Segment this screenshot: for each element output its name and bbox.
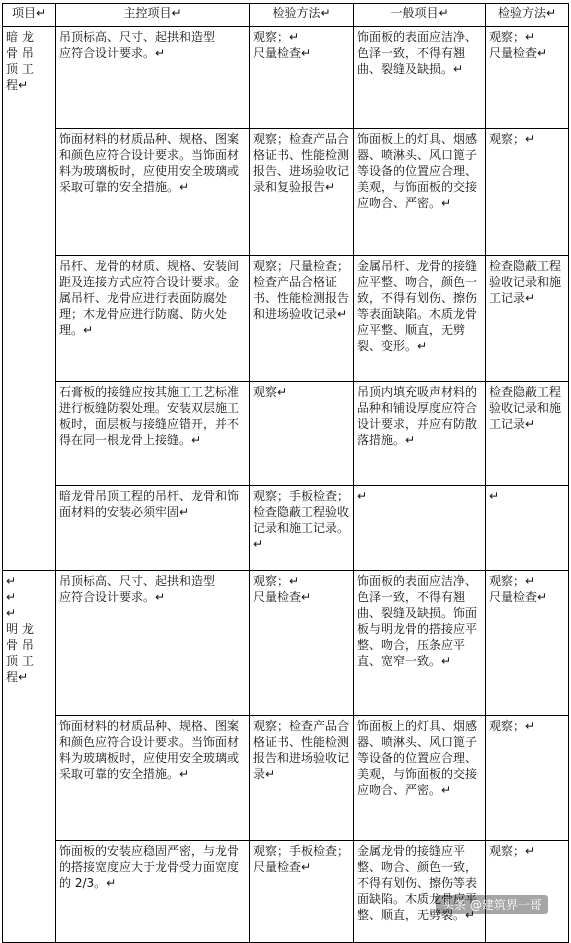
- method-cell: 观察；检查产品合格证书、性能检测报告和进场验收记录↵: [250, 716, 354, 841]
- main-item-cell: 吊顶标高、尺寸、起拱和造型 应符合设计要求。↵: [56, 571, 250, 716]
- method-cell: 观察；↵ 尺量检查↵: [486, 27, 569, 129]
- method-cell: 检查隐蔽工程验收记录和施工记录↵: [486, 256, 569, 382]
- method-cell: 观察；↵: [486, 129, 569, 256]
- main-item-cell: 吊顶标高、尺寸、起拱和造型 应符合设计要求。↵: [56, 27, 250, 129]
- method-cell: 观察；↵ 尺量检查↵: [250, 27, 354, 129]
- watermark: 头条 @建筑界一哥: [436, 895, 548, 914]
- main-item-cell: 饰面材料的材质品种、规格、图案和颜色应符合设计要求。当饰面材料为玻璃板时，应使用安全玻璃或采取可靠的安全措施。↵: [56, 716, 250, 841]
- main-item-cell: 饰面材料的材质品种、规格、图案和颜色应符合设计要求。当饰面材料为玻璃板时，应使用安全玻璃或采取可靠的安全措施。↵: [56, 129, 250, 256]
- header-row: [3, 4, 569, 27]
- general-item-cell: 金属龙骨的接缝应平整、吻合、颜色一致，不得有划伤、擦伤等表面缺陷。木质龙骨应平整、顺直，无劈裂。↵: [354, 841, 486, 943]
- table-row: [3, 486, 569, 571]
- method-cell: 观察↵: [250, 382, 354, 486]
- general-item-cell: 金属吊杆、龙骨的接缝应平整、吻合，颜色一致，不得有划伤、擦伤等表面缺陷。木质龙骨应平整、顺直，无劈裂、变形。↵: [354, 256, 486, 382]
- main-item-cell: 吊杆、龙骨的材质、规格、安装间距及连接方式应符合设计要求。金属吊杆、龙骨应进行表面防腐处理；木龙骨应进行防腐、防火处理。↵: [56, 256, 250, 382]
- header-main-items: 主控项目↵: [56, 4, 250, 27]
- general-item-cell: 饰面板上的灯具、烟感器、喷淋头、风口篦子等设备的位置应合理、美观，与饰面板的交接应吻合、严密。↵: [354, 129, 486, 256]
- general-item-cell: 饰面板的表面应洁净、色泽一致，不得有翘曲、裂缝及缺损。↵: [354, 27, 486, 129]
- table-row: [3, 129, 569, 256]
- general-item-cell: ↵: [354, 486, 486, 571]
- main-item-cell: 饰面板的安装应稳固严密，与龙骨的搭接宽度应大于龙骨受力面宽度的 2/3。↵: [56, 841, 250, 943]
- header-project: 项目↵: [3, 4, 56, 27]
- table-row: [3, 256, 569, 382]
- general-item-cell: 吊顶内填充吸声材料的品种和铺设厚度应符合设计要求，并应有防散落措施。↵: [354, 382, 486, 486]
- header-method-2: 检验方法↵: [486, 4, 569, 27]
- method-cell: 观察；检查产品合格证书、性能检测报告、进场验收记录和复验报告↵: [250, 129, 354, 256]
- main-item-cell: 暗龙骨吊顶工程的吊杆、龙骨和饰面材料的安装必须牢固↵: [56, 486, 250, 571]
- method-cell: 观察；↵: [486, 716, 569, 841]
- main-item-cell: 石膏板的接缝应按其施工工艺标准进行板缝防裂处理。安装双层施工板时，面层板与接缝应错开，并不得在同一根龙骨上接缝。↵: [56, 382, 250, 486]
- table-row: [3, 716, 569, 841]
- inspection-table: [2, 3, 569, 943]
- method-cell: 观察；↵: [486, 841, 569, 943]
- method-cell: 观察；尺量检查；检查产品合格证书、性能检测报告和进场验收记录↵: [250, 256, 354, 382]
- table-row: [3, 841, 569, 943]
- table-row: [3, 382, 569, 486]
- general-item-cell: 饰面板的表面应洁净、色泽一致，不得有翘曲、裂缝及缺损。饰面板与明龙骨的搭接应平整、吻合，压条应平直、宽窄一致。↵: [354, 571, 486, 716]
- method-cell: ↵: [486, 486, 569, 571]
- method-cell: 观察；手板检查；尺量检查↵: [250, 841, 354, 943]
- table-row: [3, 571, 569, 716]
- method-cell: 检查隐蔽工程验收记录和施工记录↵: [486, 382, 569, 486]
- project-exposed-ceiling: ↵ ↵ ↵ 明 龙 骨 吊 顶 工 程↵: [3, 571, 56, 943]
- method-cell: 观察；↵ 尺量检查↵: [250, 571, 354, 716]
- table-row: [3, 27, 569, 129]
- project-concealed-ceiling: 暗 龙 骨 吊 顶 工 程↵: [3, 27, 56, 571]
- method-cell: 观察；手板检查；检查隐蔽工程验收记录和施工记录。↵: [250, 486, 354, 571]
- header-general-items: 一般项目↵: [354, 4, 486, 27]
- general-item-cell: 饰面板上的灯具、烟感器、喷淋头、风口篦子等设备的位置应合理、美观，与饰面板的交接应吻合、严密。↵: [354, 716, 486, 841]
- header-method-1: 检验方法↵: [250, 4, 354, 27]
- method-cell: 观察；↵ 尺量检查↵: [486, 571, 569, 716]
